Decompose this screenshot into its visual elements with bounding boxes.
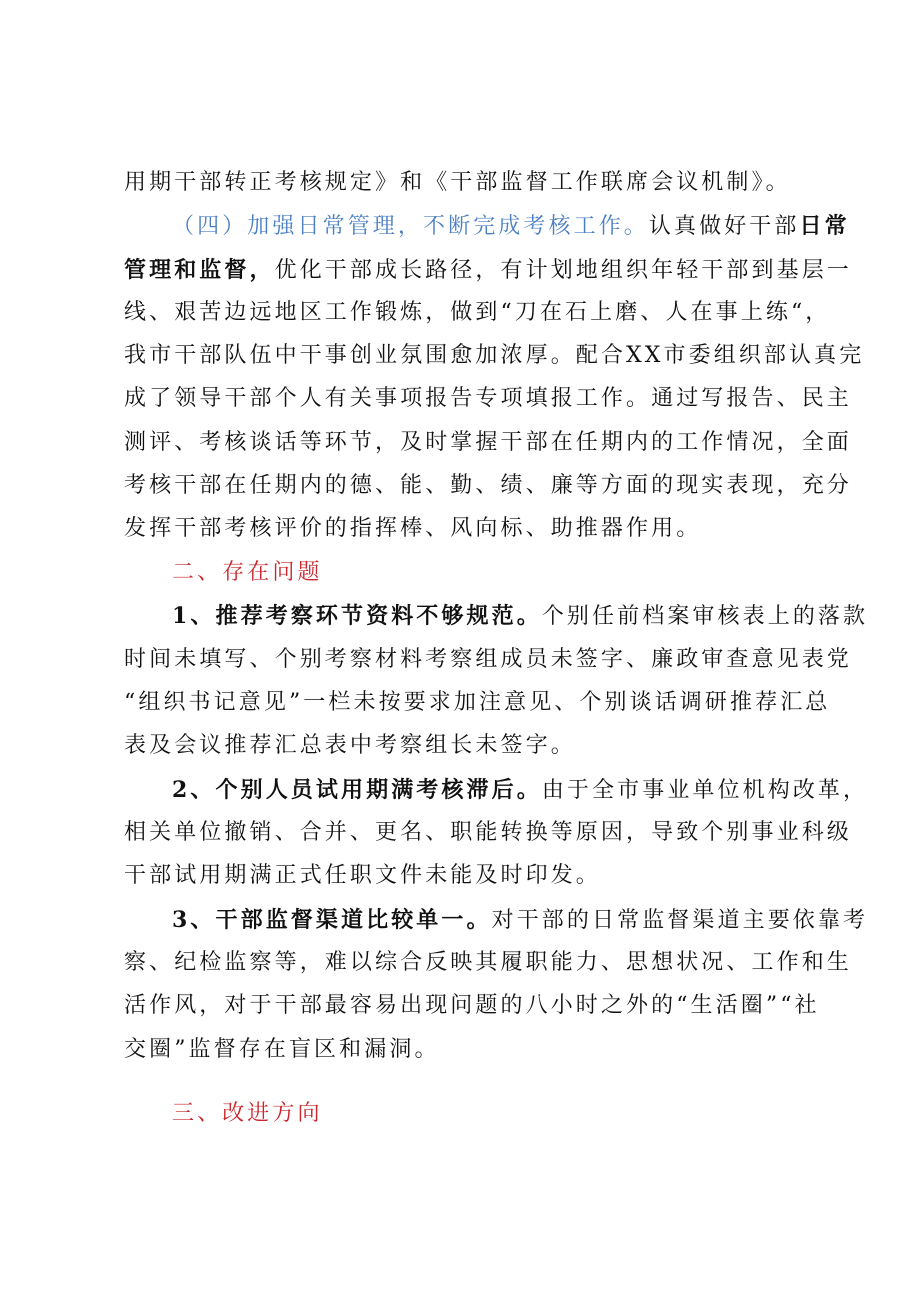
body-text: 用期干部转正考核规定》和《干部监督工作联席会议机制》。 [124,170,791,195]
paragraph-line [124,645,852,675]
body-text: 相关单位撤销、合并、更名、职能转换等原因，导致个别事业科级 [124,820,852,845]
body-text: 测评、考核谈话等环节，及时掌握干部在任期内的工作情况，全面 [124,430,852,455]
body-text: “组织书记意见”一栏未按要求加注意见、个别谈话调研推荐汇总 [124,690,831,715]
body-text: 优化干部成长路径，有计划地组织年轻干部到基层一 [274,258,852,283]
body-text: 考核干部在任期内的德、能、勤、绩、廉等方面的现实表现，充分 [124,473,852,498]
body-text: 我市干部队伍中干事创业氛围愈加浓厚。配合XX市委组织部认真完 [124,343,865,368]
paragraph-line [124,514,701,544]
body-text: 时间未填写、个别考察材料考察组成员未签字、廉政审查意见表党 [124,647,852,672]
body-text: 线、艰苦边远地区工作锻炼，做到“刀在石上磨、人在事上练“， [124,300,831,325]
issue-heading: 2、个别人员试用期满考核滞后。 [172,777,542,803]
paragraph-line [124,731,576,761]
paragraph-line [124,384,852,414]
paragraph-line [124,991,820,1021]
paragraph-line [124,168,791,198]
section-title-text: 三、改进方向 [172,1101,323,1126]
paragraph-line [172,905,868,936]
body-text: 对干部的日常监督渠道主要依靠考 [491,908,869,933]
bold-text: 日常 [799,213,850,239]
body-text: 交圈”监督存在盲区和漏洞。 [124,1037,440,1062]
paragraph-line [172,211,850,242]
body-text: 个别任前档案审核表上的落款 [541,604,869,629]
body-text: 由于全市事业单位机构改革， [541,778,869,803]
paragraph-line [124,1035,440,1065]
section-title [172,1099,323,1129]
body-text: 表及会议推荐汇总表中考察组长未签字。 [124,733,576,758]
paragraph-line [172,775,868,806]
body-text: 察、纪检监察等，难以综合反映其履职能力、思想状况、工作和生 [124,950,852,975]
bold-text: 管理和监督， [124,257,275,283]
paragraph-line [124,948,852,978]
body-text: 成了领导干部个人有关事项报告专项填报工作。通过写报告、民主 [124,386,852,411]
body-text: 活作风，对于干部最容易出现问题的八小时之外的“生活圈”“社 [124,993,820,1018]
body-text: 认真做好干部 [648,214,800,239]
paragraph-line [124,471,852,501]
section-title [172,558,323,588]
paragraph-line [124,818,852,848]
paragraph-line [172,601,868,632]
paragraph-line [124,861,601,891]
subsection-heading: （四）加强日常管理，不断完成考核工作。 [172,214,649,239]
paragraph-line [124,428,852,458]
paragraph-line [124,341,864,371]
body-text: 干部试用期满正式任职文件未能及时印发。 [124,863,601,888]
paragraph-line [124,688,830,718]
issue-heading: 1、推荐考察环节资料不够规范。 [172,603,542,629]
section-title-text: 二、存在问题 [172,560,323,585]
paragraph-line [124,298,830,328]
paragraph-line [124,255,852,286]
issue-heading: 3、干部监督渠道比较单一。 [172,907,492,933]
body-text: 发挥干部考核评价的指挥棒、风向标、助推器作用。 [124,516,702,541]
